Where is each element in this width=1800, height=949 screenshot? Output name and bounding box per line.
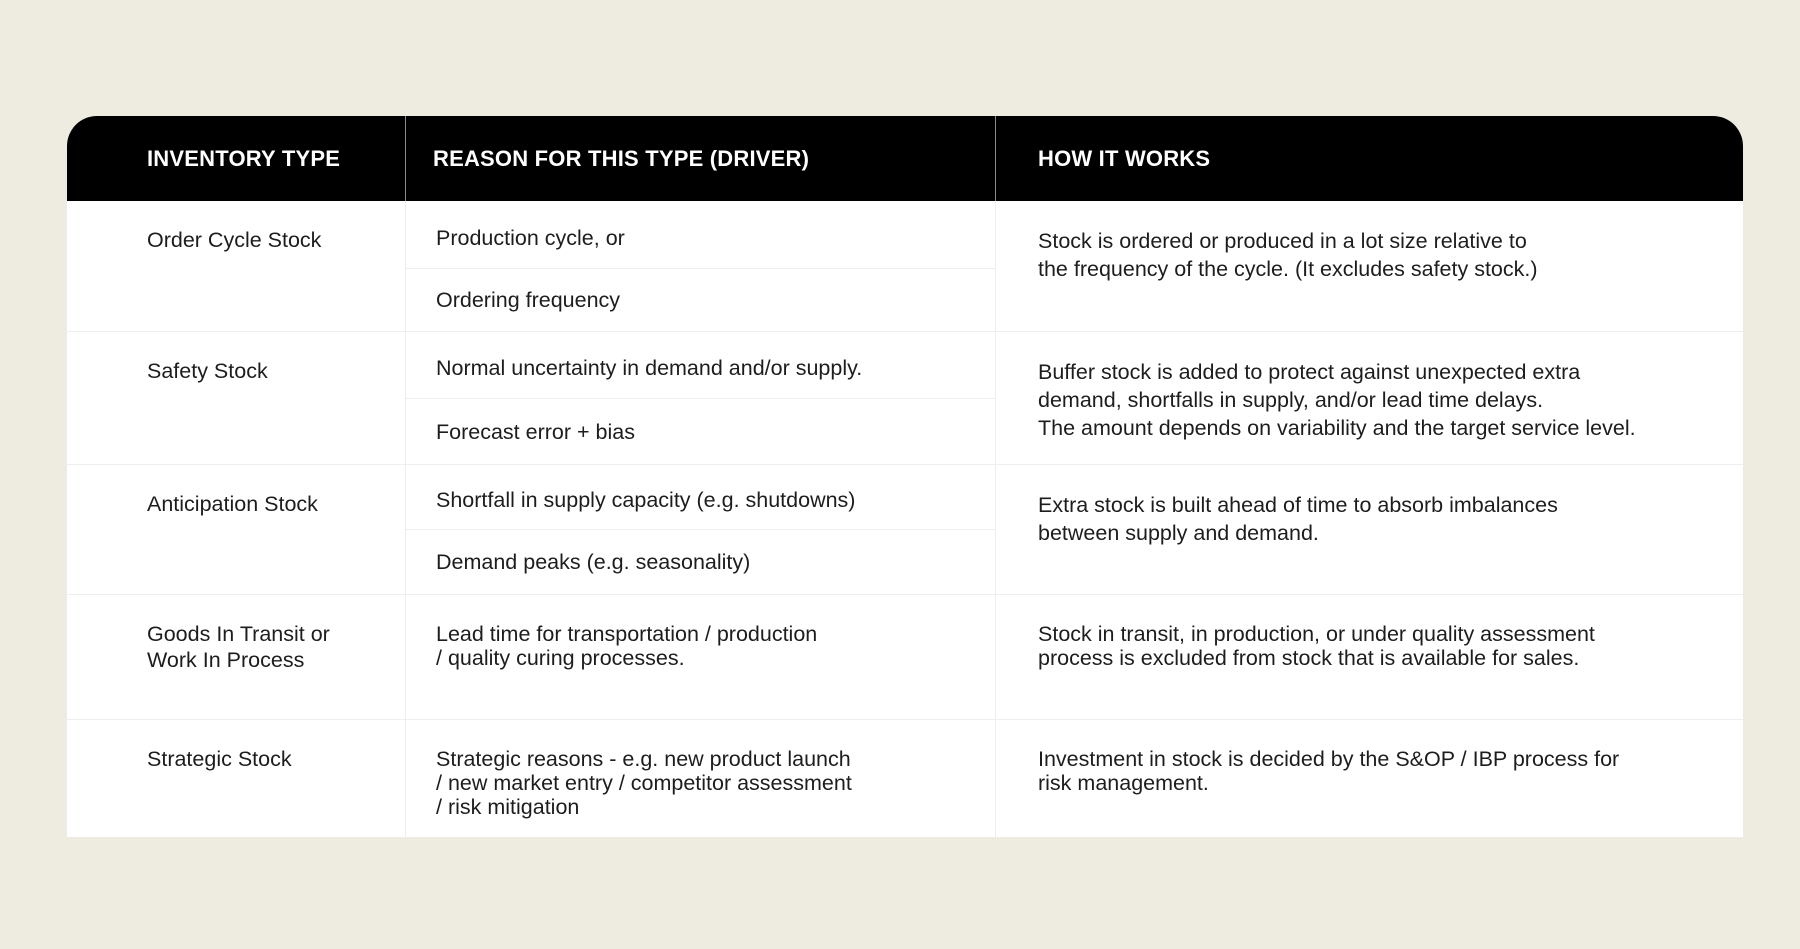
how-it-works-cell: Buffer stock is added to protect against unexpected extra demand, shortfalls in supply, and/or lead time delays. The amount depends on variability and the target service level. <box>995 332 1743 465</box>
reason-cell <box>405 465 995 595</box>
inventory-types-table <box>67 116 1743 837</box>
table-grid <box>67 116 1743 837</box>
reason-item: Production cycle, or <box>436 225 625 250</box>
how-it-works-cell: Extra stock is built ahead of time to absorb imbalances between supply and demand. <box>995 465 1743 595</box>
reason-cell <box>405 332 995 465</box>
reason-item: Forecast error + bias <box>406 398 995 464</box>
header-reason: REASON FOR THIS TYPE (DRIVER) <box>405 116 995 201</box>
reason-item: Demand peaks (e.g. seasonality) <box>406 529 995 594</box>
how-it-works-cell: Stock is ordered or produced in a lot size relative to the frequency of the cycle. (It excludes safety stock.) <box>995 201 1743 332</box>
reason-cell <box>405 595 995 720</box>
reason-item: Normal uncertainty in demand and/or supply. <box>436 356 863 380</box>
inventory-type-cell: Safety Stock <box>67 332 405 465</box>
inventory-type-cell: Anticipation Stock <box>67 465 405 595</box>
reason-item: Lead time for transportation / production / quality curing processes. <box>436 622 818 670</box>
inventory-type-cell: Goods In Transit or Work In Process <box>67 595 405 720</box>
reason-cell <box>405 720 995 837</box>
reason-item: Ordering frequency <box>406 268 995 331</box>
header-inventory-type: INVENTORY TYPE <box>67 116 405 201</box>
inventory-type-cell: Strategic Stock <box>147 747 292 771</box>
how-it-works-cell: Stock in transit, in production, or under quality assessment process is excluded from stock that is available for sales. <box>995 595 1743 720</box>
header-how-it-works: HOW IT WORKS <box>995 116 1743 201</box>
how-it-works-cell: Investment in stock is decided by the S&OP / IBP process for risk management. <box>995 720 1743 837</box>
inventory-type-cell: Order Cycle Stock <box>67 201 405 332</box>
reason-cell <box>405 201 995 332</box>
reason-item: Shortfall in supply capacity (e.g. shutdowns) <box>436 488 856 512</box>
reason-item: Strategic reasons - e.g. new product launch / new market entry / competitor assessment / risk mitigation <box>436 747 852 819</box>
